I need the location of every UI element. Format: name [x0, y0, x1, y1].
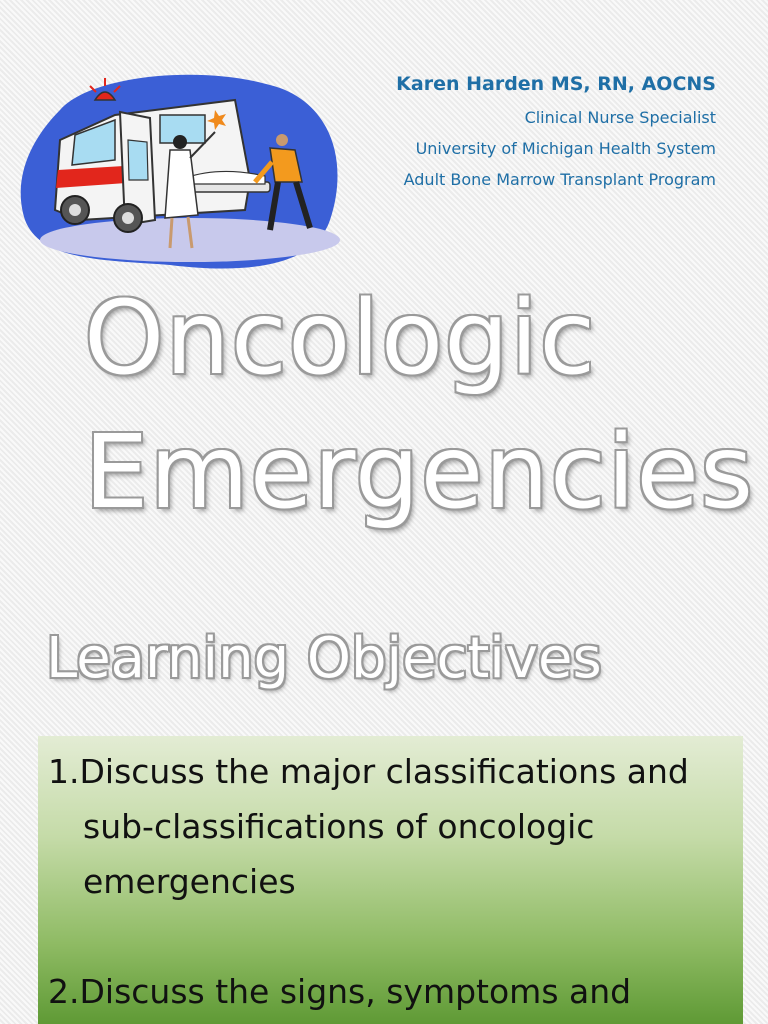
- slide-title-line1: Oncologic: [84, 279, 597, 398]
- slide-title-line2: Emergencies: [84, 413, 755, 532]
- section-heading: Learning Objectives: [46, 626, 602, 691]
- objective-item: 2.Discuss the signs, symptoms and: [48, 972, 632, 1011]
- paramedic-figure: [276, 134, 288, 146]
- nurse-figure: [173, 135, 187, 149]
- ambulance-clipart: [20, 70, 342, 270]
- objective-item: 1.Discuss the major classifications and sub-classifications of oncologic emergencies: [48, 752, 689, 901]
- author-title: Clinical Nurse Specialist: [524, 108, 716, 127]
- objectives-list: [48, 744, 733, 1019]
- author-name: Karen Harden MS, RN, AOCNS: [396, 73, 716, 95]
- objectives-box: [38, 736, 743, 1024]
- author-block: [396, 70, 716, 195]
- slide-title: [84, 272, 754, 540]
- author-organization: University of Michigan Health System: [415, 139, 716, 158]
- author-program: Adult Bone Marrow Transplant Program: [403, 170, 716, 189]
